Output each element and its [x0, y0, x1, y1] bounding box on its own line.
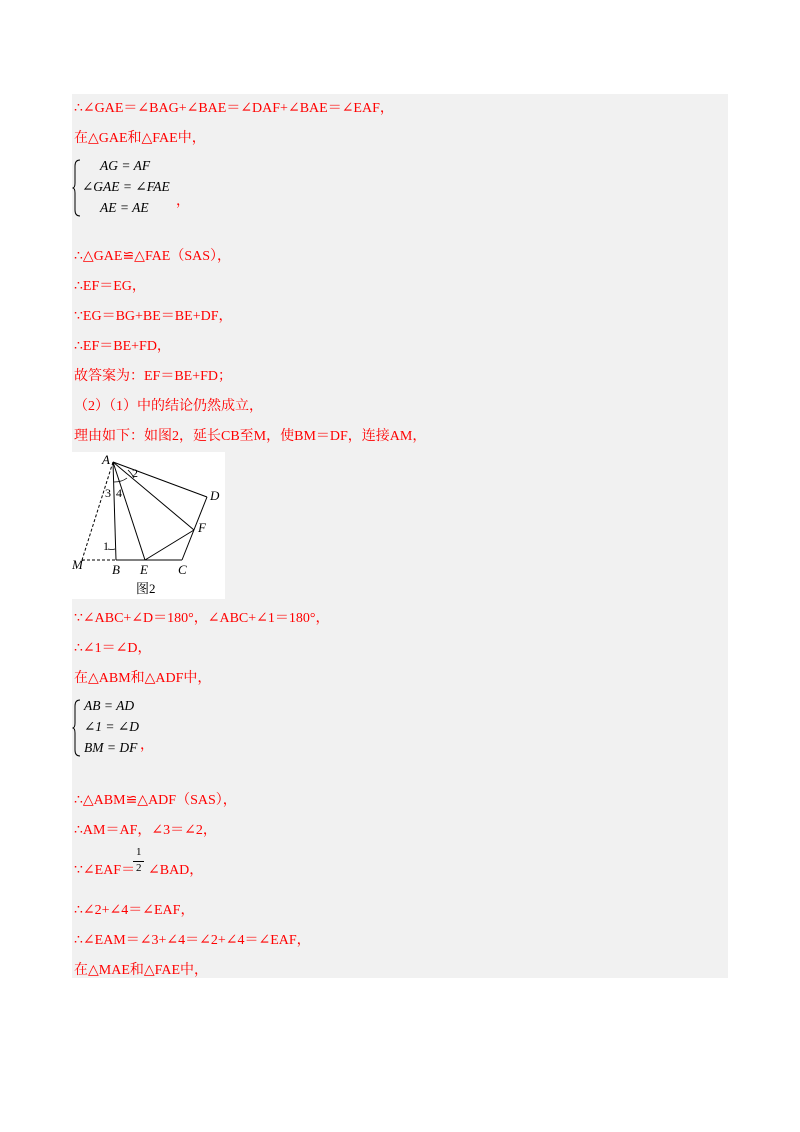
equation-row: AG = AF — [100, 158, 151, 173]
label-angle-1: 1 — [103, 539, 109, 553]
text-line-11: ∴∠1＝∠D， — [74, 641, 152, 656]
text-line-12: 在△ABM和△ADF中， — [74, 671, 212, 686]
comma: ， — [140, 738, 154, 753]
text-line-17: ∴∠EAM＝∠3+∠4＝∠2+∠4＝∠EAF， — [74, 933, 311, 948]
text-line-9: 理由如下：如图2，延长CB至M，使BM＝DF，连接AM， — [74, 429, 427, 444]
label-angle-2: 2 — [132, 466, 138, 480]
label-C: C — [178, 562, 187, 577]
text-line-6: ∴EF＝BE+FD， — [74, 339, 171, 354]
label-M: M — [72, 557, 83, 572]
text-line-13: ∴△ABM≌△ADF（SAS）， — [74, 793, 237, 808]
label-A: A — [102, 452, 110, 467]
label-F: F — [198, 520, 206, 535]
text-line-18: 在△MAE和△FAE中， — [74, 963, 209, 978]
left-brace-icon — [72, 158, 82, 218]
text-line-15a: ∵∠EAF＝ — [74, 863, 136, 878]
fraction-numerator: 1 — [136, 846, 142, 858]
figure-2-diagram — [72, 452, 225, 599]
text-line-10: ∵∠ABC+∠D＝180°，∠ABC+∠1＝180°， — [74, 611, 330, 626]
text-line-8: （2）（1）中的结论仍然成立， — [74, 399, 263, 414]
text-line-14: ∴AM＝AF，∠3＝∠2， — [74, 823, 217, 838]
figure-caption: 图2 — [136, 581, 156, 596]
text-line-7: 故答案为：EF＝BE+FD； — [74, 369, 233, 384]
label-angle-3: 3 — [105, 486, 111, 500]
text-line-16: ∴∠2+∠4＝∠EAF， — [74, 903, 195, 918]
equation-system-1 — [72, 158, 192, 218]
equation-row: AB = AD — [84, 698, 135, 713]
solution-content — [72, 94, 728, 978]
label-angle-4: 4 — [116, 486, 122, 500]
fraction-denominator: 2 — [136, 862, 142, 874]
label-E: E — [140, 562, 148, 577]
left-brace-icon — [72, 698, 82, 758]
text-line-2: 在△GAE和△FAE中， — [74, 131, 206, 146]
text-line-4: ∴EF＝EG， — [74, 279, 146, 294]
text-line-5: ∵EG＝BG+BE＝BE+DF， — [74, 309, 233, 324]
label-D: D — [210, 488, 220, 503]
text-line-3: ∴△GAE≌△FAE（SAS）， — [74, 249, 232, 264]
comma: ， — [176, 194, 190, 209]
equation-row: BM = DF — [84, 740, 138, 755]
equation-row: ∠GAE = ∠FAE — [82, 179, 170, 194]
text-line-1: ∴∠GAE＝∠BAG+∠BAE＝∠DAF+∠BAE＝∠EAF， — [74, 101, 394, 116]
equation-row: ∠1 = ∠D — [84, 719, 139, 734]
text-line-15b: ∠BAD， — [148, 863, 204, 878]
label-B: B — [112, 562, 120, 577]
equation-row: AE = AE — [100, 200, 149, 215]
geometry-figure — [72, 452, 225, 599]
